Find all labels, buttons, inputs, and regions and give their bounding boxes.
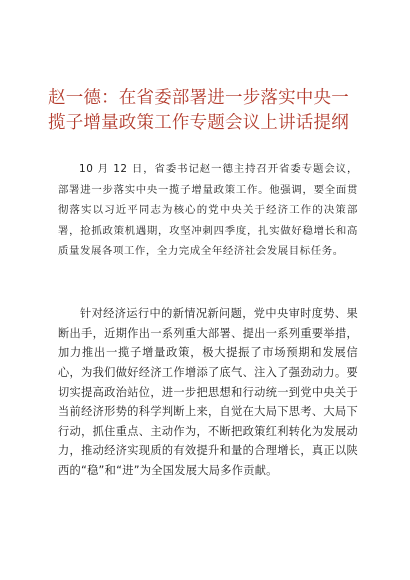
article-summary: 10 月 12 日，省委书记赵一德主持召开省委专题会议，部署进一步落实中央一揽子增量政策工作。他强调，要全面贯彻落实以习近平同志为核心的党中央关于经济工作的决策部署，抢抓政策机遇期，攻坚冲刺四季度，扎实做好稳增长和高质量发展各项工作，全力完成全年经济社会发展目标任务。 [58, 163, 358, 258]
article-title: 赵一德：在省委部署进一步落实中央一揽子增量政策工作专题会议上讲话提纲 [48, 87, 349, 133]
article-body-paragraph: 针对经济运行中的新情况新问题，党中央审时度势、果断出手，近期作出一系列重大部署、提出一系列重要举措，加力推出一揽子增量政策，极大提振了市场预期和发展信心，为我们做好经济工作增添了底气、注入了强劲动力。要切实提高政治站位，进一步把思想和行动统一到党中央关于当前经济形势的科学判断上来，自觉在大局下思考、大局下行动，抓住重点、主动作为，不断把政策红利转化为发展动力，推动经济实现质的有效提升和量的合理增长，真正以陕西的“稳”和“进”为全国发展大局多作贡献。 [58, 307, 358, 477]
